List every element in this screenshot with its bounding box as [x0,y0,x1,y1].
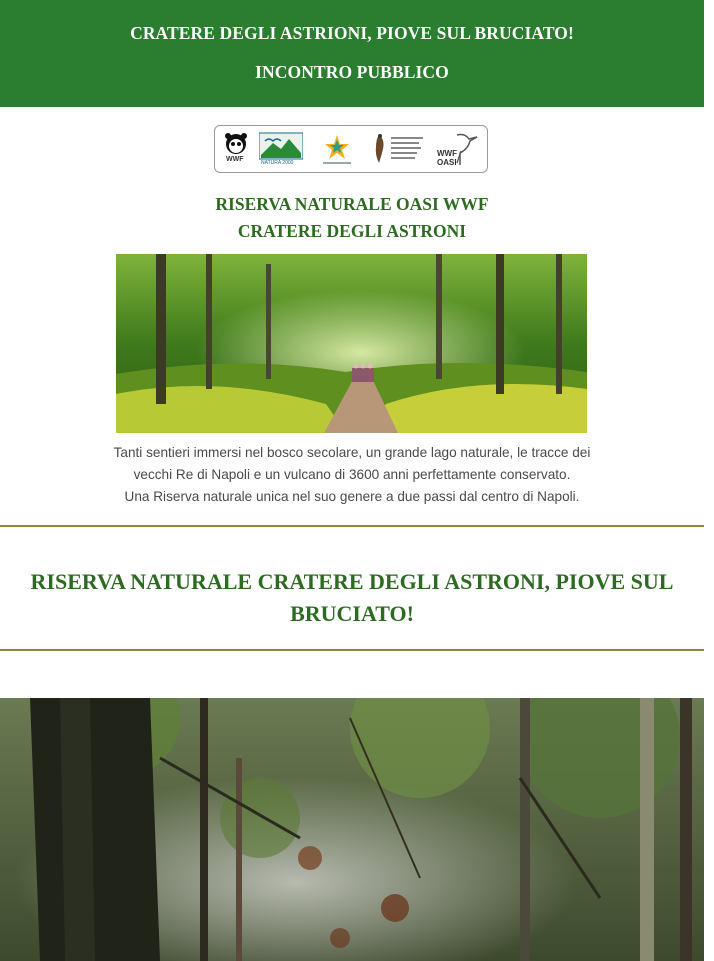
banner-title: CRATERE DEGLI ASTRIONI, PIOVE SUL BRUCIATO! [130,23,574,43]
header-banner [0,0,704,107]
wwf-panda-icon [223,131,249,167]
reserve-title-line2: CRATERE DEGLI ASTRONI [237,221,467,241]
burnt-forest-photo [0,698,704,961]
bird-logo-icon [371,131,431,167]
natura-2000-icon [259,131,303,167]
reserve-title-line1: RISERVA NATURALE OASI WWF [215,194,489,214]
main-headline: RISERVA NATURALE CRATERE DEGLI ASTRONI, PIOVE SUL BRUCIATO! [30,569,674,626]
heron-logo-icon [437,131,481,167]
natura-logo-label: NATURA 2000 [261,160,294,166]
description-line2: vecchi Re di Napoli e un vulcano di 3600 anni perfettamente conservato. [133,467,571,482]
forest-path-photo [116,254,587,433]
description-line3: Una Riserva naturale unica nel suo genere a due passi dal centro di Napoli. [124,489,580,504]
divider-bottom [0,649,704,651]
star-logo-icon [321,131,353,167]
divider-top [0,525,704,527]
wwf-oasi-label: WWF OASI [437,149,457,167]
wwf-logo-label: WWF [226,156,244,163]
banner-subtitle: INCONTRO PUBBLICO [255,62,449,82]
description-line1: Tanti sentieri immersi nel bosco secolare, un grande lago naturale, le tracce dei [113,445,591,460]
partner-logos-strip [214,125,488,173]
